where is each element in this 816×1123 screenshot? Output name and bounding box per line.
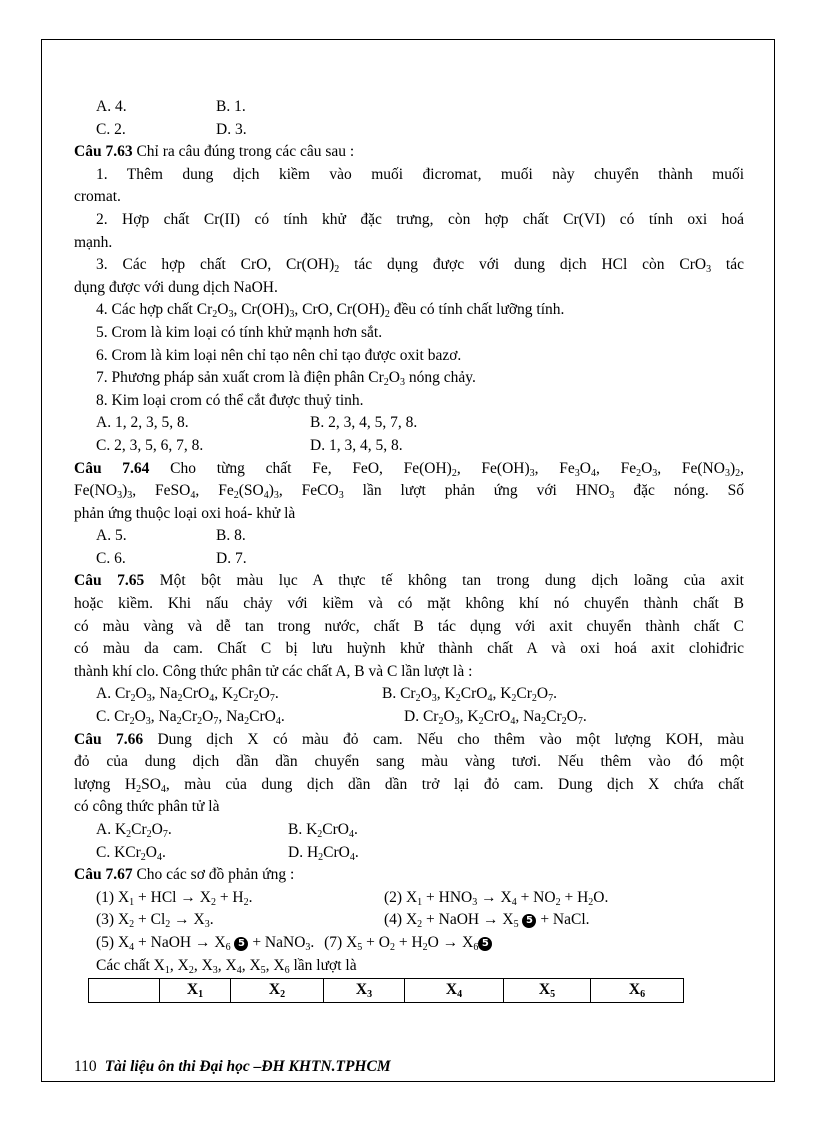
q766-line4: có công thức phân tử là xyxy=(74,798,220,816)
q765-option-b: B. $Cr_2O_3$, $K_2CrO_4$, $K_2Cr_2O_7$. xyxy=(382,685,557,705)
q763-s7: 7. Phương pháp sản xuất crom là điện phân $Cr_2O_3$ nóng chảy. xyxy=(96,369,476,389)
q766-option-a: A. $K_2Cr_2O_7$. xyxy=(96,821,172,840)
q764-line3: phản ứng thuộc loại oxi hoá- khử là xyxy=(74,504,296,522)
q764-options-row1 xyxy=(74,525,744,548)
table-header-x5: $X_5$ xyxy=(504,979,591,1003)
q763-stem xyxy=(74,141,744,164)
q767-question: Các chất $X_1$, $X_2$, $X_3$, $X_4$, $X_5$, $X_6$ lần lượt là xyxy=(96,956,357,976)
q763-number: Câu 7.63 xyxy=(74,143,133,161)
q767-number: Câu 7.67 xyxy=(74,866,133,884)
q767-stem xyxy=(74,864,744,887)
q766-options-row2 xyxy=(74,842,744,865)
q763-option-c: C. 2, 3, 5, 6, 7, 8. xyxy=(96,436,204,454)
q763-s3b: dụng được với dung dịch NaOH. xyxy=(74,278,278,296)
q765-line4: có màu da cam. Chất C bị lưu huỳnh khử thành chất A và oxi hoá axit clohiđric xyxy=(74,640,744,658)
table-header-x6: $X_6$ xyxy=(591,979,684,1003)
q765-number: Câu 7.65 xyxy=(74,572,145,590)
document-body xyxy=(74,96,744,1003)
q765-options-row2 xyxy=(74,706,744,729)
q763-option-b: B. 2, 3, 4, 5, 7, 8. xyxy=(310,414,418,432)
q766-option-b: B. $K_2CrO_4$. xyxy=(288,821,358,840)
q765-options-row1 xyxy=(74,683,744,706)
q766-l1: Dung dịch X có màu đỏ cam. Nếu cho thêm vào một lượng KOH, màu xyxy=(157,730,744,748)
q767-reactions-row1 xyxy=(74,887,744,910)
q765-option-a: A. $Cr_2O_3$, $Na_2CrO_4$, $K_2Cr_2O_7$. xyxy=(96,685,279,705)
precipitate-marker-icon: 5 xyxy=(234,937,248,951)
q765-line1 xyxy=(74,570,744,593)
q762-option-d: D. 3. xyxy=(216,120,247,138)
q763-s1a: 1. Thêm dung dịch kiềm vào muối đicromat, muối này chuyển thành muối xyxy=(96,165,744,183)
table-header-x1: $X_1$ xyxy=(160,979,231,1003)
q765-l1: Một bột màu lục A thực tế không tan trong dung dịch loãng của axit xyxy=(159,572,744,590)
q763-option-a: A. 1, 2, 3, 5, 8. xyxy=(96,414,189,432)
q764-line2: $Fe(NO_3)_3$, FeSO$_4$, $Fe_2(SO_4)_3$, FeCO$_3$ lần lượt phản ứng với $HNO_3$ đặc nóng. Số xyxy=(74,482,745,502)
q763-s6: 6. Crom là kim loại nên chỉ tạo nên chỉ tạo được oxit bazơ. xyxy=(96,346,462,364)
q766-l3-tail: , màu của dung dịch dần dần trở lại đỏ cam. Dung dịch X chứa chất xyxy=(165,775,744,793)
q763-s8: 8. Kim loại crom có thể cắt được thuỷ tinh. xyxy=(96,391,364,409)
reaction-1: (1) $X_1$ + HCl → $X_2 + H_2$. xyxy=(96,888,253,908)
q764-option-a: A. 5. xyxy=(96,527,127,545)
q766-line1 xyxy=(74,729,744,752)
q766-options-row1 xyxy=(74,819,744,842)
q766-option-d: D. $H_2CrO_4$. xyxy=(288,843,359,863)
q764-option-b: B. 8. xyxy=(216,527,246,545)
q764-option-c: C. 6. xyxy=(96,549,126,567)
q763-options-row1 xyxy=(74,412,744,435)
q763-option-d: D. 1, 3, 4, 5, 8. xyxy=(310,436,403,454)
q765-option-c: C. $Cr_2O_3$, $Na_2Cr_2O_7$, $Na_2CrO_4$. xyxy=(96,708,285,728)
reaction-7: (7) $X_5 + O_2 + H_2O \to X_6$ 5 xyxy=(324,934,492,951)
table-header-x4: $X_4$ xyxy=(405,979,504,1003)
q764-line2-tail: đặc nóng. Số xyxy=(633,482,745,500)
q763-s1b: cromat. xyxy=(74,188,121,206)
q765-line2: hoặc kiềm. Khi nấu chảy với kiềm và có mặt không khí nó chuyển thành chất B xyxy=(74,595,744,613)
table-row xyxy=(89,979,684,1003)
reaction-4: (4) $X_2$ + NaOH → $X_5$ 5 + NaCl. xyxy=(384,911,590,931)
reaction-3: (3) $X_2 + Cl_2 \to X_3$. xyxy=(96,911,214,931)
q763-s2a: 2. Hợp chất Cr(II) có tính khử đặc trưng, còn hợp chất Cr(VI) có tính oxi hoá xyxy=(96,210,744,228)
q762-options-row1 xyxy=(74,96,744,119)
q763-s2b: mạnh. xyxy=(74,233,113,251)
q764-number: Câu 7.64 xyxy=(74,459,150,477)
table-header-x3: $X_3$ xyxy=(324,979,405,1003)
q764-options-row2 xyxy=(74,548,744,571)
table-header-x2: $X_2$ xyxy=(231,979,324,1003)
q766-option-c: C. $KCr_2O_4$. xyxy=(96,843,166,863)
q763-options-row2 xyxy=(74,435,744,458)
q763-stem-text: Chỉ ra câu đúng trong các câu sau : xyxy=(136,143,355,161)
reaction-2: (2) $X_1 + HNO_3 \to X_4 + NO_2 + H_2O$. xyxy=(384,888,609,908)
q767-reactions-row3 xyxy=(74,932,744,955)
q762-option-c: C. 2. xyxy=(96,120,126,138)
q763-s5: 5. Crom là kim loại có tính khử mạnh hơn sắt. xyxy=(96,323,383,341)
q763-s3a: 3. Các hợp chất CrO, $Cr(OH)_2$ tác dụng được với dung dịch HCl còn CrO$_3$ tác xyxy=(96,256,744,276)
table-cell-blank xyxy=(89,979,160,1003)
q763-s4: 4. Các hợp chất $Cr_2O_3$, $Cr(OH)_3$, CrO, $Cr(OH)_2$ đều có tính chất lưỡng tính. xyxy=(96,301,565,321)
q767-stem-text: Cho các sơ đồ phản ứng : xyxy=(136,866,295,884)
footer-title: Tài liệu ôn thi Đại học –ĐH KHTN.TPHCM xyxy=(104,1058,391,1075)
precipitate-marker-icon: 5 xyxy=(522,914,536,928)
precipitate-marker-icon: 5 xyxy=(478,937,492,951)
q766-number: Câu 7.66 xyxy=(74,730,144,748)
q764-option-d: D. 7. xyxy=(216,549,247,567)
page-footer xyxy=(74,1058,391,1076)
q767-reactions-row2 xyxy=(74,909,744,932)
reaction-5: (5) $X_4$ + NaOH → $X_6$ 5 + NaNO$_3$. xyxy=(96,933,315,953)
q767-answer-table xyxy=(88,978,684,1003)
q762-options-row2 xyxy=(74,119,744,142)
q762-option-a: A. 4. xyxy=(96,98,127,115)
page-number: 110 xyxy=(74,1058,97,1075)
q766-line3: lượng $H_2SO_4$, màu của dung dịch dần dần trở lại đỏ cam. Dung dịch X chứa chất xyxy=(74,775,744,795)
q765-line3: có màu vàng và dễ tan trong nước, chất B tác dụng với axit chuyển thành chất C xyxy=(74,617,744,635)
q762-option-b: B. 1. xyxy=(216,98,246,115)
q764-line1: Câu 7.64 Cho từng chất Fe, FeO, $Fe(OH)_2$, $Fe(OH)_3$, $Fe_3O_4$, $Fe_2O_3$, $Fe(NO_3)_2$, xyxy=(74,459,744,479)
q765-line5: thành khí clo. Công thức phân tử các chất A, B và C lần lượt là : xyxy=(74,662,473,680)
q765-option-d: D. $Cr_2O_3$, $K_2CrO_4$, $Na_2Cr_2O_7$. xyxy=(404,708,587,728)
q766-line2: đỏ của dung dịch dần dần chuyển sang màu vàng tươi. Nếu thêm vào đó một xyxy=(74,753,744,771)
